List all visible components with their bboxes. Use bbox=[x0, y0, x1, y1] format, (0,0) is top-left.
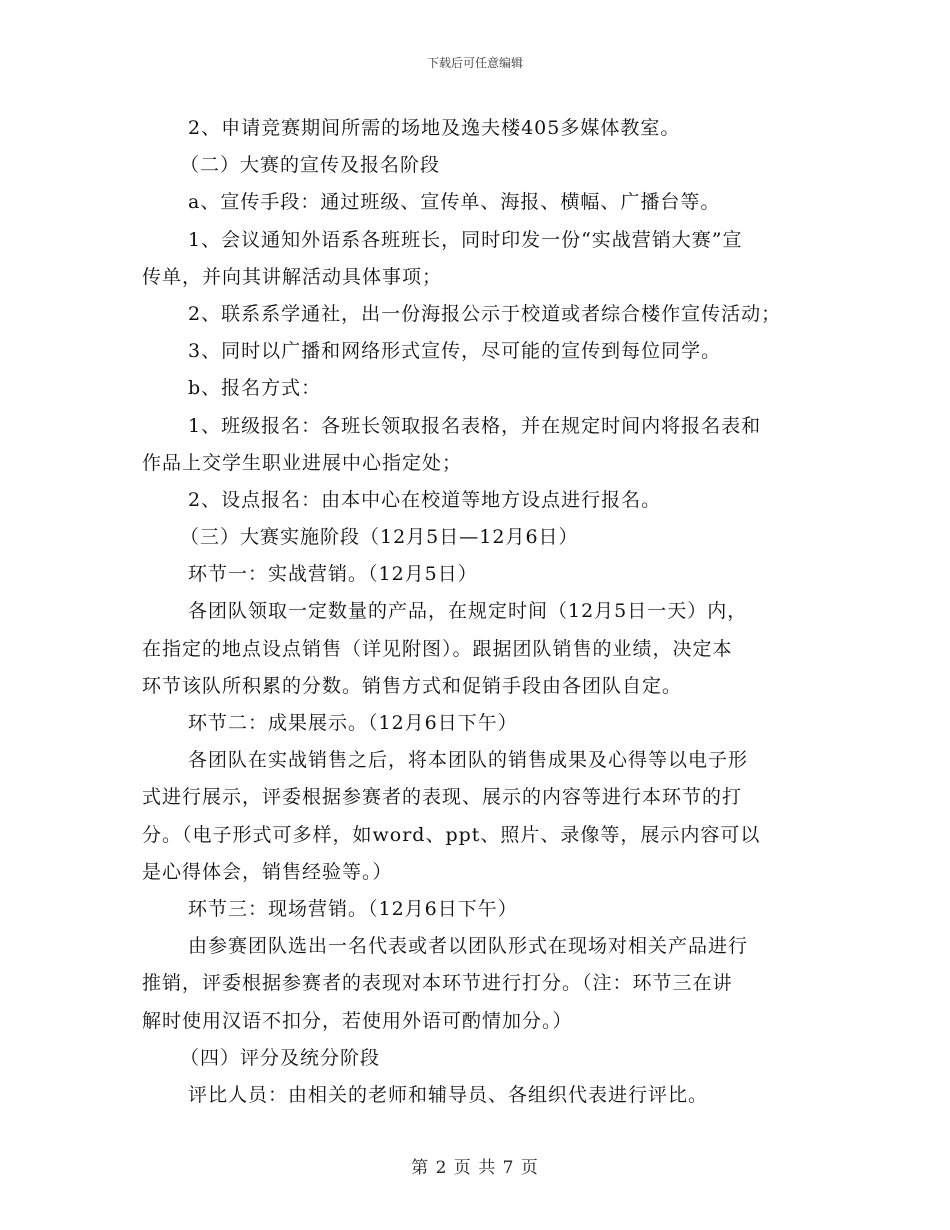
body-line: （三）大赛实施阶段（12月5日—12月6日） bbox=[180, 526, 579, 549]
body-line: 1、会议通知外语系各班班长，同时印发一份“实战营销大赛”宣 bbox=[188, 228, 743, 251]
body-line: 式进行展示，评委根据参赛者的表现、展示的内容等进行本环节的打 bbox=[142, 786, 743, 809]
body-line: b、报名方式： bbox=[188, 377, 322, 400]
document-body bbox=[142, 110, 822, 1114]
body-line: 分。（电子形式可多样，如word、ppt、照片、录像等，展示内容可以 bbox=[142, 823, 761, 846]
body-line: 3、同时以广播和网络形式宣传，尽可能的宣传到每位同学。 bbox=[188, 340, 722, 363]
body-line: 2、申请竞赛期间所需的场地及逸夫楼405多媒体教室。 bbox=[188, 117, 681, 139]
body-line: 在指定的地点设点销售（详见附图）。跟据团队销售的业绩，决定本 bbox=[142, 637, 733, 660]
page-header-note: 下载后可任意编辑 bbox=[426, 56, 523, 70]
body-line: 传单，并向其讲解活动具体事项； bbox=[142, 265, 443, 288]
body-line: 作品上交学生职业进展中心指定处； bbox=[142, 451, 463, 474]
body-line: 是心得体会，销售经验等。） bbox=[142, 860, 393, 883]
body-line: 由参赛团队选出一名代表或者以团队形式在现场对相关产品进行 bbox=[188, 935, 749, 958]
body-line: 环节三：现场营销。（12月6日下午） bbox=[188, 897, 518, 920]
body-line: 2、设点报名：由本中心在校道等地方设点进行报名。 bbox=[188, 488, 662, 511]
body-line: 解时使用汉语不扣分，若使用外语可酌情加分。） bbox=[142, 1009, 573, 1032]
body-line: 1、班级报名：各班长领取报名表格，并在规定时间内将报名表和 bbox=[188, 414, 762, 437]
body-line: 推销，评委根据参赛者的表现对本环节进行打分。（注：环节三在讲 bbox=[142, 972, 733, 995]
body-line: 各团队在实战销售之后，将本团队的销售成果及心得等以电子形 bbox=[188, 749, 749, 772]
body-line: 环节该队所积累的分数。销售方式和促销手段由各团队自定。 bbox=[142, 674, 683, 697]
body-line: 各团队领取一定数量的产品，在规定时间（12月5日一天）内， bbox=[188, 600, 748, 623]
body-line: 环节二：成果展示。（12月6日下午） bbox=[188, 712, 518, 734]
body-line: 环节一：实战营销。（12月5日） bbox=[188, 563, 478, 586]
body-line: a、宣传手段：通过班级、宣传单、海报、横幅、广播台等。 bbox=[188, 191, 721, 214]
body-line: （四）评分及统分阶段 bbox=[180, 1046, 381, 1069]
body-line: （二）大赛的宣传及报名阶段 bbox=[180, 154, 441, 177]
page-number-footer: 第 2 页 共 7 页 bbox=[411, 1158, 539, 1178]
body-line: 2、联系系学通社，出一份海报公示于校道或者综合楼作宣传活动； bbox=[188, 302, 782, 325]
body-line: 评比人员：由相关的老师和辅导员、各组织代表进行评比。 bbox=[188, 1083, 709, 1106]
